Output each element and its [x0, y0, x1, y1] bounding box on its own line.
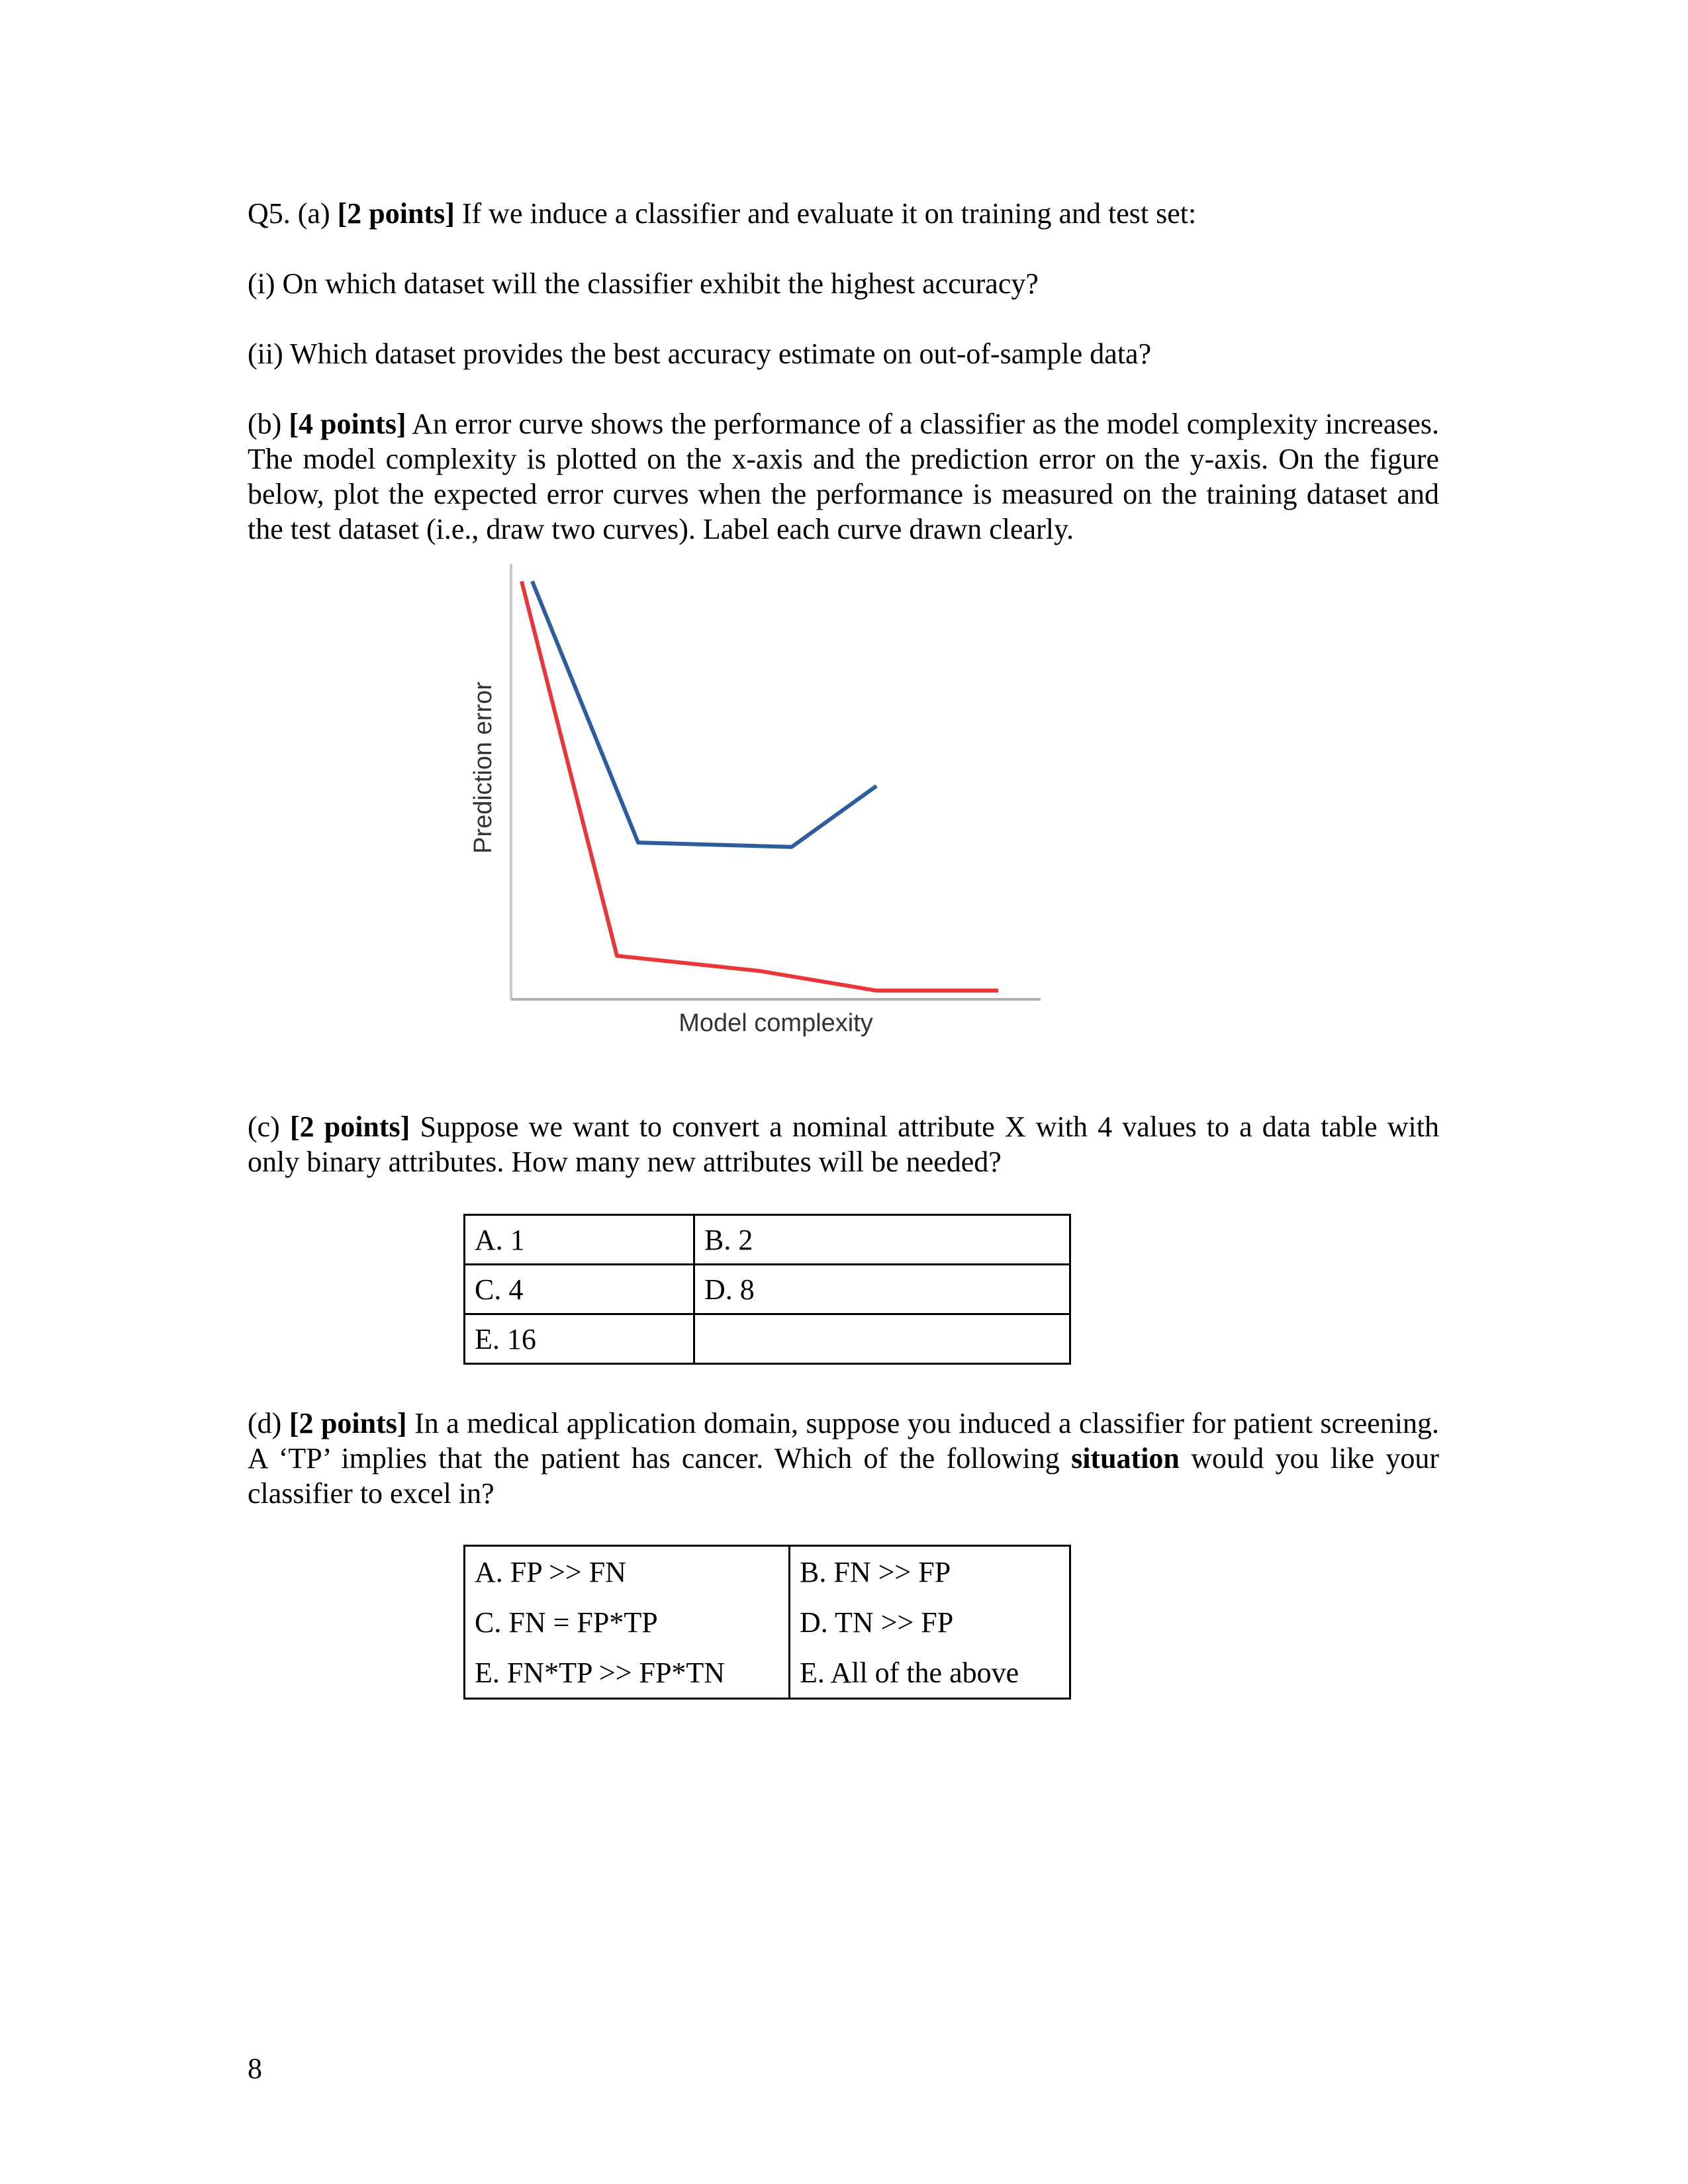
q5b-points: [4 points] — [289, 408, 406, 440]
options-row — [465, 1314, 1070, 1364]
q5d-question: (d) [2 points] In a medical application domain, suppose you induced a classifier for patient screening. A ‘TP’ implies that the patient has cancer. Which of the following situation would you like your classifier to excel in? — [248, 1407, 1439, 1510]
options-row — [465, 1265, 1070, 1314]
series-line-2 — [532, 581, 876, 846]
q5b-question: (b) [4 points] An error curve shows the performance of a classifier as the model complexity increases. The model complexity is plotted on the x-axis and the prediction error on the y-axis. On the figure below, plot the expected error curves when the performance is measured on the training dataset and the test dataset (i.e., draw two curves). Label each curve drawn clearly. — [248, 408, 1439, 545]
x-axis-label: Model complexity — [679, 1009, 873, 1037]
option-d: D. TN >> FP — [800, 1606, 954, 1639]
option-c: C. FN = FP*TP — [465, 1597, 790, 1647]
option-b: B. 2 — [694, 1215, 1070, 1265]
option-e: E. FN*TP >> FP*TN — [465, 1647, 790, 1699]
y-axis-label: Prediction error — [469, 682, 497, 854]
series-layer — [522, 581, 998, 991]
option-empty — [694, 1314, 1070, 1364]
q5c-options-table — [463, 1214, 1071, 1365]
series-line-1 — [522, 581, 998, 991]
q5c-question: (c) [2 points] Suppose we want to convert a nominal attribute X with 4 values to a data table with only binary attributes. How many new attributes will be needed? — [248, 1111, 1440, 1178]
options-row — [465, 1597, 1070, 1647]
option-d: D. 8 — [694, 1265, 1070, 1314]
options-row — [465, 1647, 1070, 1699]
option-e: E. 16 — [465, 1314, 694, 1364]
q5a-question: Q5. (a) [2 points] If we induce a classifier and evaluate it on training and test set: — [248, 197, 1197, 230]
q5a-subquestion-i: (i) On which dataset will the classifier exhibit the highest accuracy? — [248, 267, 1039, 300]
q5c-points: [2 points] — [289, 1111, 410, 1143]
q5d-emphasis: situation — [1071, 1442, 1180, 1475]
error-curve-chart — [0, 0, 1688, 1085]
option-b: B. FN >> FP — [800, 1555, 951, 1588]
page-number: 8 — [248, 2052, 262, 2085]
options-row — [465, 1546, 1070, 1598]
q5a-subquestion-ii: (ii) Which dataset provides the best accuracy estimate on out-of-sample data? — [248, 338, 1152, 370]
option-a: A. FP >> FN — [465, 1546, 790, 1598]
option-e-all: E. All of the above — [800, 1656, 1019, 1689]
q5d-points: [2 points] — [289, 1407, 407, 1439]
option-a: A. 1 — [465, 1215, 694, 1265]
options-row — [465, 1215, 1070, 1265]
q5d-options-table — [463, 1545, 1071, 1700]
q5a-points: [2 points] — [337, 197, 455, 230]
option-c: C. 4 — [465, 1265, 694, 1314]
